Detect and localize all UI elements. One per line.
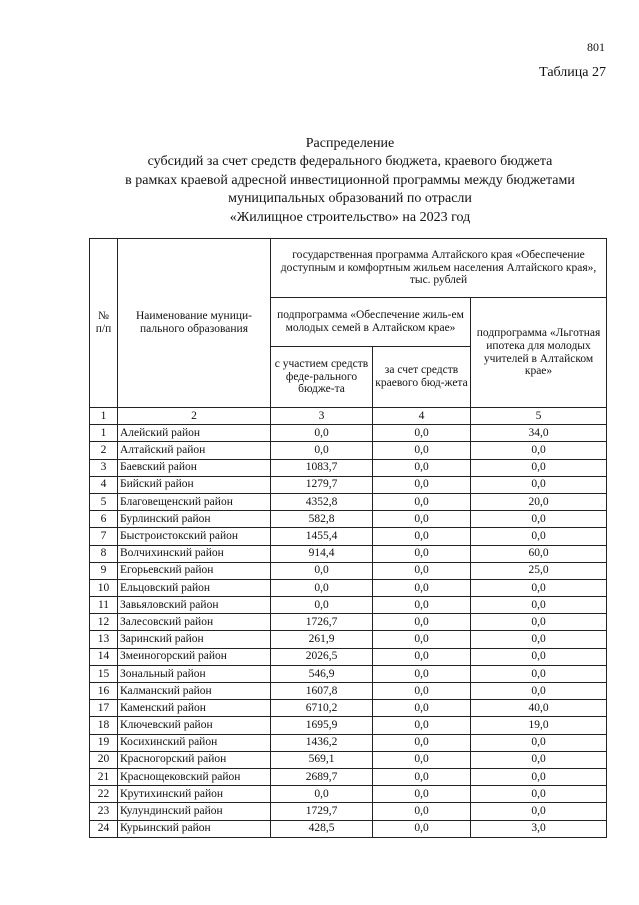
value-teachers-mortgage: 0,0 <box>471 734 607 751</box>
table-row <box>90 459 607 476</box>
value-regional: 0,0 <box>373 545 471 562</box>
municipality-name: Крутихинский район <box>118 786 271 803</box>
value-teachers-mortgage: 0,0 <box>471 803 607 820</box>
municipality-name: Косихинский район <box>118 734 271 751</box>
row-number: 17 <box>90 700 118 717</box>
value-teachers-mortgage: 0,0 <box>471 476 607 493</box>
value-regional: 0,0 <box>373 493 471 510</box>
value-federal: 914,4 <box>271 545 373 562</box>
value-federal: 4352,8 <box>271 493 373 510</box>
value-teachers-mortgage: 0,0 <box>471 442 607 459</box>
municipality-name: Быстроистокский район <box>118 528 271 545</box>
value-regional: 0,0 <box>373 734 471 751</box>
value-teachers-mortgage: 0,0 <box>471 631 607 648</box>
row-number: 7 <box>90 528 118 545</box>
row-number: 15 <box>90 665 118 682</box>
table-row <box>90 614 607 631</box>
value-teachers-mortgage: 0,0 <box>471 528 607 545</box>
value-regional: 0,0 <box>373 700 471 717</box>
value-teachers-mortgage: 0,0 <box>471 614 607 631</box>
title-line: Распределение <box>305 136 395 151</box>
table-row <box>90 493 607 510</box>
value-federal: 6710,2 <box>271 700 373 717</box>
value-regional: 0,0 <box>373 597 471 614</box>
municipality-name: Курьинский район <box>118 820 271 837</box>
table-row <box>90 648 607 665</box>
value-teachers-mortgage: 20,0 <box>471 493 607 510</box>
header-program: государственная программа Алтайского края «Обеспечение доступным и комфортным жильем населения Алтайского края», тыс. рублей <box>271 239 607 298</box>
table-row <box>90 803 607 820</box>
column-number: 4 <box>373 408 471 425</box>
value-federal: 2689,7 <box>271 768 373 785</box>
value-teachers-mortgage: 0,0 <box>471 751 607 768</box>
municipality-name: Змеиногорский район <box>118 648 271 665</box>
value-regional: 0,0 <box>373 459 471 476</box>
value-federal: 0,0 <box>271 425 373 442</box>
row-number: 24 <box>90 820 118 837</box>
value-federal: 1279,7 <box>271 476 373 493</box>
value-regional: 0,0 <box>373 631 471 648</box>
value-teachers-mortgage: 25,0 <box>471 562 607 579</box>
header-col3: с участием средств феде-рального бюдже-та <box>271 347 373 408</box>
value-federal: 1436,2 <box>271 734 373 751</box>
table-row <box>90 665 607 682</box>
column-number: 5 <box>471 408 607 425</box>
column-number: 3 <box>271 408 373 425</box>
value-regional: 0,0 <box>373 528 471 545</box>
value-federal: 1695,9 <box>271 717 373 734</box>
row-number: 14 <box>90 648 118 665</box>
value-federal: 569,1 <box>271 751 373 768</box>
municipality-name: Ельцовский район <box>118 579 271 596</box>
municipality-name: Калманский район <box>118 683 271 700</box>
value-federal: 1726,7 <box>271 614 373 631</box>
value-teachers-mortgage: 0,0 <box>471 786 607 803</box>
value-regional: 0,0 <box>373 717 471 734</box>
table-row <box>90 820 607 837</box>
row-number: 22 <box>90 786 118 803</box>
table-row <box>90 425 607 442</box>
value-regional: 0,0 <box>373 614 471 631</box>
value-regional: 0,0 <box>373 511 471 528</box>
document-title <box>60 135 639 227</box>
table-row <box>90 442 607 459</box>
value-teachers-mortgage: 60,0 <box>471 545 607 562</box>
municipality-name: Ключевский район <box>118 717 271 734</box>
municipality-name: Волчихинский район <box>118 545 271 562</box>
value-teachers-mortgage: 0,0 <box>471 597 607 614</box>
table-row <box>90 476 607 493</box>
value-teachers-mortgage: 40,0 <box>471 700 607 717</box>
table-row <box>90 717 607 734</box>
table-row <box>90 528 607 545</box>
municipality-name: Алейский район <box>118 425 271 442</box>
value-teachers-mortgage: 0,0 <box>471 768 607 785</box>
municipality-name: Благовещенский район <box>118 493 271 510</box>
value-regional: 0,0 <box>373 442 471 459</box>
subsidy-table <box>89 238 607 838</box>
value-teachers-mortgage: 34,0 <box>471 425 607 442</box>
table-row <box>90 734 607 751</box>
value-federal: 0,0 <box>271 597 373 614</box>
row-number: 19 <box>90 734 118 751</box>
value-regional: 0,0 <box>373 476 471 493</box>
municipality-name: Баевский район <box>118 459 271 476</box>
row-number: 12 <box>90 614 118 631</box>
header-row <box>90 239 607 298</box>
table-row <box>90 545 607 562</box>
row-number: 11 <box>90 597 118 614</box>
page-number: 801 <box>587 40 605 54</box>
value-federal: 582,8 <box>271 511 373 528</box>
municipality-name: Алтайский район <box>118 442 271 459</box>
municipality-name: Краснощековский район <box>118 768 271 785</box>
row-number: 6 <box>90 511 118 528</box>
table-row <box>90 511 607 528</box>
row-number: 20 <box>90 751 118 768</box>
row-number: 13 <box>90 631 118 648</box>
municipality-name: Кулундинский район <box>118 803 271 820</box>
value-teachers-mortgage: 0,0 <box>471 648 607 665</box>
value-federal: 1455,4 <box>271 528 373 545</box>
row-number: 18 <box>90 717 118 734</box>
municipality-name: Бурлинский район <box>118 511 271 528</box>
header-subprogram-young-families: подпрограмма «Обеспечение жиль-ем молодых семей в Алтайском крае» <box>271 298 471 347</box>
column-number: 2 <box>118 408 271 425</box>
header-subprogram-teachers: подпрограмма «Льготная ипотека для молодых учителей в Алтайском крае» <box>471 298 607 408</box>
value-federal: 2026,5 <box>271 648 373 665</box>
value-regional: 0,0 <box>373 562 471 579</box>
municipality-name: Егорьевский район <box>118 562 271 579</box>
value-regional: 0,0 <box>373 648 471 665</box>
table-label: Таблица 27 <box>539 65 606 80</box>
title-line: муниципальных образований по отрасли <box>228 191 472 207</box>
header-num: № п/п <box>90 239 118 408</box>
row-number: 10 <box>90 579 118 596</box>
row-number: 2 <box>90 442 118 459</box>
value-teachers-mortgage: 19,0 <box>471 717 607 734</box>
table-row <box>90 562 607 579</box>
value-federal: 1083,7 <box>271 459 373 476</box>
value-federal: 428,5 <box>271 820 373 837</box>
municipality-name: Красногорский район <box>118 751 271 768</box>
row-number: 8 <box>90 545 118 562</box>
value-regional: 0,0 <box>373 803 471 820</box>
value-teachers-mortgage: 0,0 <box>471 665 607 682</box>
title-line: в рамках краевой адресной инвестиционной программы между бюджетами <box>125 172 575 188</box>
value-federal: 0,0 <box>271 786 373 803</box>
value-regional: 0,0 <box>373 768 471 785</box>
row-number: 16 <box>90 683 118 700</box>
table-row <box>90 579 607 596</box>
value-regional: 0,0 <box>373 751 471 768</box>
column-number-row <box>90 408 607 425</box>
value-teachers-mortgage: 3,0 <box>471 820 607 837</box>
value-teachers-mortgage: 0,0 <box>471 459 607 476</box>
header-col4: за счет средств краевого бюд-жета <box>373 347 471 408</box>
row-number: 1 <box>90 425 118 442</box>
municipality-name: Бийский район <box>118 476 271 493</box>
row-number: 23 <box>90 803 118 820</box>
row-number: 5 <box>90 493 118 510</box>
value-teachers-mortgage: 0,0 <box>471 511 607 528</box>
value-regional: 0,0 <box>373 425 471 442</box>
table-row <box>90 751 607 768</box>
row-number: 4 <box>90 476 118 493</box>
table-row <box>90 768 607 785</box>
title-line: «Жилищное строительство» на 2023 год <box>229 209 471 225</box>
value-federal: 0,0 <box>271 442 373 459</box>
value-regional: 0,0 <box>373 786 471 803</box>
value-federal: 0,0 <box>271 579 373 596</box>
table-row <box>90 683 607 700</box>
row-number: 9 <box>90 562 118 579</box>
table-row <box>90 700 607 717</box>
value-regional: 0,0 <box>373 683 471 700</box>
value-federal: 1607,8 <box>271 683 373 700</box>
value-teachers-mortgage: 0,0 <box>471 579 607 596</box>
row-number: 21 <box>90 768 118 785</box>
value-teachers-mortgage: 0,0 <box>471 683 607 700</box>
column-number: 1 <box>90 408 118 425</box>
table-row <box>90 786 607 803</box>
municipality-name: Зональный район <box>118 665 271 682</box>
municipality-name: Залесовский район <box>118 614 271 631</box>
value-federal: 1729,7 <box>271 803 373 820</box>
value-federal: 546,9 <box>271 665 373 682</box>
value-federal: 261,9 <box>271 631 373 648</box>
table-row <box>90 597 607 614</box>
value-regional: 0,0 <box>373 820 471 837</box>
value-federal: 0,0 <box>271 562 373 579</box>
municipality-name: Завьяловский район <box>118 597 271 614</box>
value-regional: 0,0 <box>373 579 471 596</box>
table-row <box>90 631 607 648</box>
municipality-name: Каменский район <box>118 700 271 717</box>
header-name: Наименование муници-пального образования <box>118 239 271 408</box>
title-line: субсидий за счет средств федерального бюджета, краевого бюджета <box>147 154 553 170</box>
municipality-name: Заринский район <box>118 631 271 648</box>
value-regional: 0,0 <box>373 665 471 682</box>
row-number: 3 <box>90 459 118 476</box>
